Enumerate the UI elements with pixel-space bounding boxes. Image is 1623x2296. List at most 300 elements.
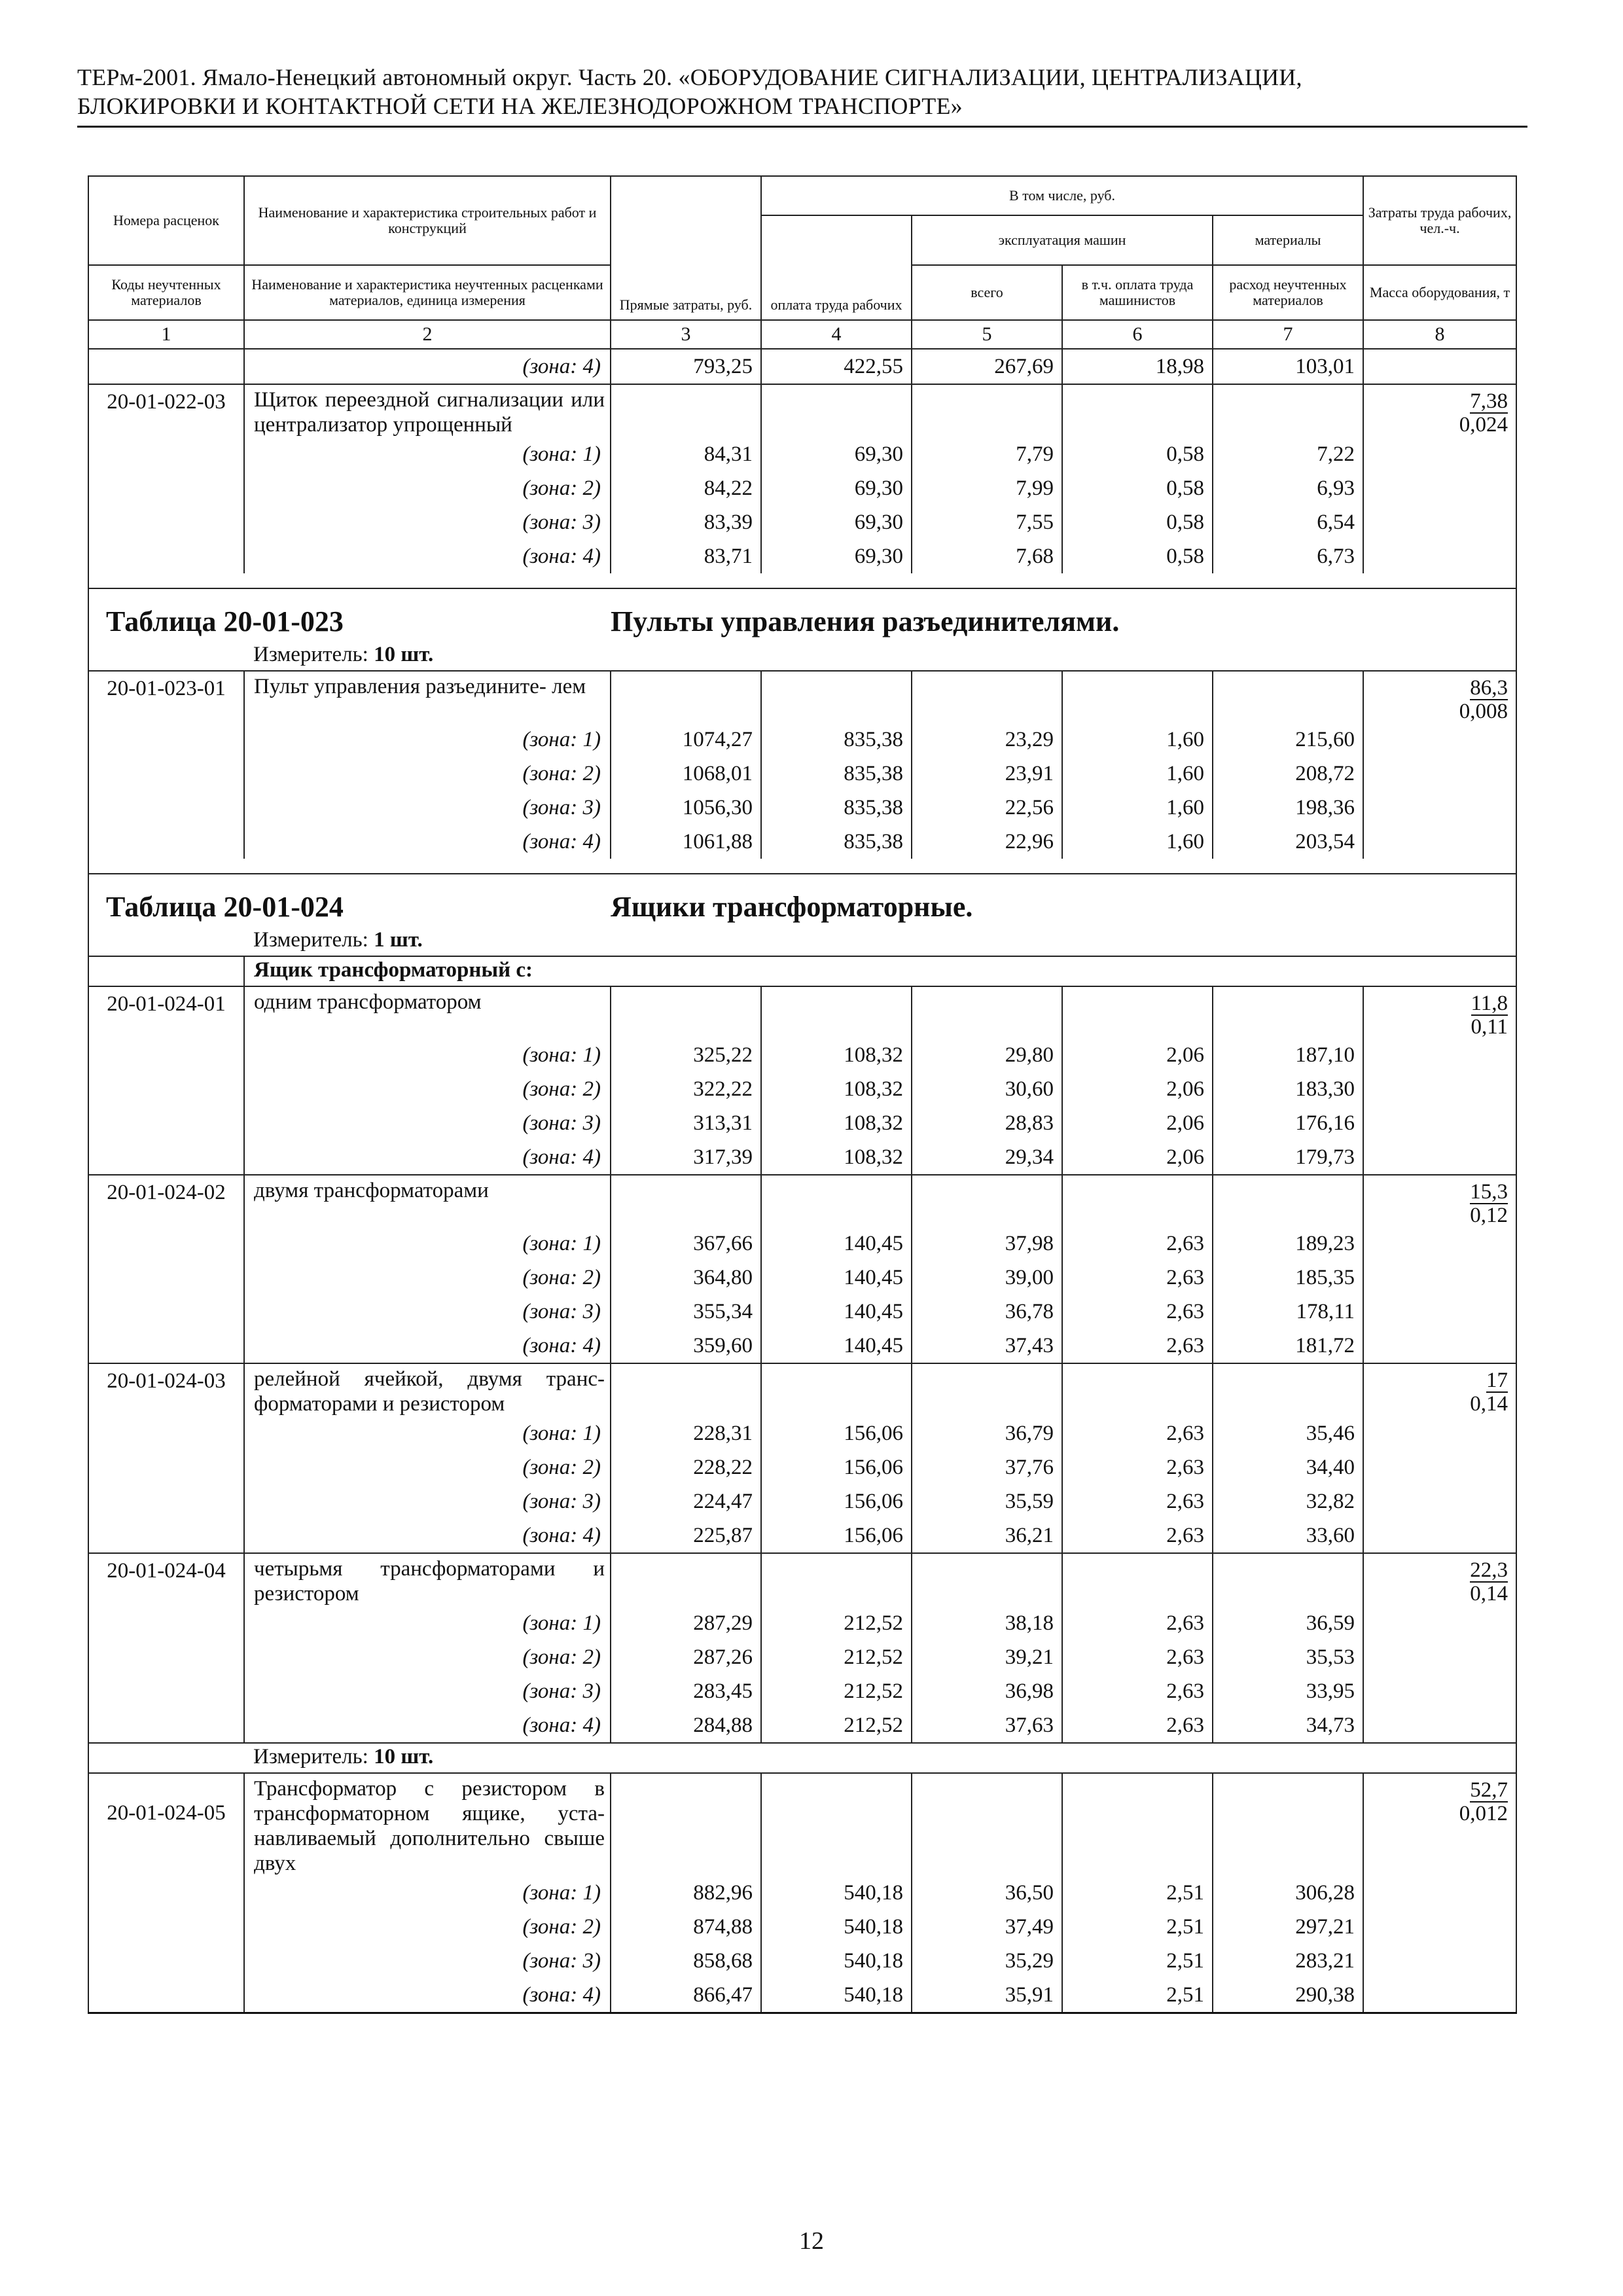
materials-value: 34,73 (1213, 1708, 1363, 1743)
operator-pay-value: 18,98 (1062, 349, 1213, 384)
column-number: 3 (611, 320, 761, 349)
entry-row (88, 1363, 1516, 1416)
direct-costs-value: 287,29 (611, 1606, 761, 1640)
rate-code-empty (88, 505, 244, 539)
worker-pay-value: 156,06 (761, 1518, 912, 1553)
zone-row (88, 1450, 1516, 1484)
labor-mass (1363, 986, 1516, 1038)
empty-cell (761, 671, 912, 723)
operator-pay-value: 2,51 (1062, 1944, 1213, 1978)
empty-cell (88, 927, 244, 956)
empty-cell (912, 1773, 1062, 1876)
direct-costs-value: 367,66 (611, 1227, 761, 1261)
operator-pay-value: 2,06 (1062, 1140, 1213, 1175)
zone-label: (зона: 1) (244, 1038, 611, 1072)
empty-cell (761, 1773, 912, 1876)
labor-empty (1363, 791, 1516, 825)
direct-costs-value: 84,22 (611, 471, 761, 505)
zone-row (88, 1106, 1516, 1140)
machine-total-value: 37,98 (912, 1227, 1062, 1261)
labor-empty (1363, 723, 1516, 757)
zone-row (88, 539, 1516, 573)
labor-value: 15,3 (1470, 1180, 1508, 1204)
zone-label: (зона: 1) (244, 1606, 611, 1640)
zone-label: (зона: 4) (244, 1978, 611, 2013)
labor-empty (1363, 1329, 1516, 1363)
column-number: 6 (1062, 320, 1213, 349)
materials-value: 283,21 (1213, 1944, 1363, 1978)
zone-label: (зона: 4) (244, 1708, 611, 1743)
operator-pay-value: 2,63 (1062, 1674, 1213, 1708)
zone-row (88, 1227, 1516, 1261)
header-line-1: ТЕРм-2001. Ямало-Ненецкий автономный округ. Часть 20. «ОБОРУДОВАНИЕ СИГНАЛИЗАЦИИ, ЦЕНТРАЛИЗАЦИИ, (77, 64, 1302, 90)
empty-cell (912, 384, 1062, 437)
mass-value: 0,012 (1459, 1802, 1508, 1825)
zone-label: (зона: 1) (244, 1227, 611, 1261)
zone-row (88, 1295, 1516, 1329)
spacer (88, 859, 1516, 874)
direct-costs-value: 364,80 (611, 1261, 761, 1295)
col-header-worker-pay: оплата труда рабочих (761, 215, 912, 320)
empty-cell (1213, 986, 1363, 1038)
operator-pay-value: 1,60 (1062, 825, 1213, 859)
machine-total-value: 7,99 (912, 471, 1062, 505)
empty-cell (912, 671, 1062, 723)
zone-label: (зона: 1) (244, 723, 611, 757)
labor-mass (1363, 1553, 1516, 1606)
worker-pay-value: 156,06 (761, 1416, 912, 1450)
zone-label: (зона: 3) (244, 1106, 611, 1140)
direct-costs-value: 882,96 (611, 1876, 761, 1910)
labor-empty (1363, 437, 1516, 471)
column-number: 8 (1363, 320, 1516, 349)
col-header-equipment-mass: Масса оборудования, т (1363, 265, 1516, 320)
entry-row (88, 671, 1516, 723)
col-header-work-name: Наименование и характеристика строительных работ и конструкций (244, 176, 611, 265)
measurer-label: Измеритель: (253, 928, 368, 952)
empty-cell (761, 1363, 912, 1416)
column-number-row (88, 320, 1516, 349)
rate-code-empty (88, 539, 244, 573)
materials-value: 187,10 (1213, 1038, 1363, 1072)
materials-value: 203,54 (1213, 825, 1363, 859)
rate-code-empty (88, 1606, 244, 1640)
worker-pay-value: 835,38 (761, 791, 912, 825)
rate-code-empty (88, 791, 244, 825)
zone-label: (зона: 3) (244, 791, 611, 825)
column-number: 4 (761, 320, 912, 349)
zone-row (88, 1674, 1516, 1708)
labor-empty (1363, 1606, 1516, 1640)
labor-empty (1363, 1227, 1516, 1261)
mass-value: 0,024 (1459, 413, 1508, 437)
empty-cell (611, 1175, 761, 1227)
empty-cell (88, 956, 244, 986)
operator-pay-value: 0,58 (1062, 437, 1213, 471)
zone-label: (зона: 2) (244, 1640, 611, 1674)
labor-empty (1363, 471, 1516, 505)
rate-name: Щиток переездной сигнализации или централизатор упрощенный (244, 384, 611, 437)
empty-cell (1213, 671, 1363, 723)
entry-row (88, 1175, 1516, 1227)
rate-code-empty (88, 1106, 244, 1140)
mass-value: 0,14 (1470, 1582, 1508, 1605)
empty-cell (1213, 1553, 1363, 1606)
machine-total-value: 36,21 (912, 1518, 1062, 1553)
empty-cell (912, 1363, 1062, 1416)
column-number: 1 (88, 320, 244, 349)
zone-row (88, 1978, 1516, 2013)
labor-empty (1363, 1038, 1516, 1072)
machine-total-value: 7,55 (912, 505, 1062, 539)
worker-pay-value: 69,30 (761, 539, 912, 573)
measurer (244, 1743, 1516, 1773)
rate-code-empty (88, 1227, 244, 1261)
zone-label: (зона: 3) (244, 505, 611, 539)
zone-label: (зона: 1) (244, 1416, 611, 1450)
direct-costs-value: 228,22 (611, 1450, 761, 1484)
materials-value: 103,01 (1213, 349, 1363, 384)
labor-mass (1363, 1175, 1516, 1227)
operator-pay-value: 0,58 (1062, 471, 1213, 505)
labor-value: 17 (1486, 1369, 1508, 1392)
materials-value: 185,35 (1213, 1261, 1363, 1295)
rate-code-empty (88, 349, 244, 384)
zone-row (88, 723, 1516, 757)
table-name: Пульты управления разъединителями. (611, 588, 1516, 641)
zone-row (88, 757, 1516, 791)
operator-pay-value: 2,51 (1062, 1876, 1213, 1910)
zone-row (88, 791, 1516, 825)
rate-code: 20-01-024-02 (88, 1175, 244, 1227)
measurer-value: 10 шт. (374, 643, 434, 666)
operator-pay-value: 1,60 (1062, 723, 1213, 757)
materials-value: 306,28 (1213, 1876, 1363, 1910)
mass-value: 0,008 (1459, 700, 1508, 723)
rate-code-empty (88, 757, 244, 791)
empty-cell (611, 986, 761, 1038)
rate-code-empty (88, 1261, 244, 1295)
materials-value: 181,72 (1213, 1329, 1363, 1363)
operator-pay-value: 1,60 (1062, 791, 1213, 825)
zone-label: (зона: 2) (244, 471, 611, 505)
col-header-labor: Затраты труда рабочих, чел.-ч. (1363, 176, 1516, 265)
rate-code: 20-01-024-01 (88, 986, 244, 1038)
worker-pay-value: 540,18 (761, 1978, 912, 2013)
operator-pay-value: 0,58 (1062, 505, 1213, 539)
labor-empty (1363, 1910, 1516, 1944)
zone-label: (зона: 4) (244, 1329, 611, 1363)
labor-empty (1363, 1978, 1516, 2013)
machine-total-value: 29,80 (912, 1038, 1062, 1072)
zone-row (88, 1261, 1516, 1295)
direct-costs-value: 1056,30 (611, 791, 761, 825)
operator-pay-value: 2,63 (1062, 1450, 1213, 1484)
operator-pay-value: 2,63 (1062, 1606, 1213, 1640)
col-header-rate-numbers: Номера расценок (88, 176, 244, 265)
empty-cell (761, 986, 912, 1038)
rate-name: одним трансформатором (244, 986, 611, 1038)
labor-empty (1363, 1416, 1516, 1450)
rate-code-empty (88, 1674, 244, 1708)
labor-empty (1363, 349, 1516, 384)
machine-total-value: 23,29 (912, 723, 1062, 757)
zone-row (88, 1606, 1516, 1640)
machine-total-value: 37,49 (912, 1910, 1062, 1944)
rate-code-empty (88, 1484, 244, 1518)
operator-pay-value: 2,63 (1062, 1227, 1213, 1261)
materials-value: 6,54 (1213, 505, 1363, 539)
group-name: Ящик трансформаторный с: (244, 956, 1516, 986)
zone-label: (зона: 3) (244, 1484, 611, 1518)
rate-code-empty (88, 471, 244, 505)
rate-code-empty (88, 1329, 244, 1363)
worker-pay-value: 835,38 (761, 825, 912, 859)
direct-costs-value: 224,47 (611, 1484, 761, 1518)
direct-costs-value: 793,25 (611, 349, 761, 384)
empty-cell (1062, 1553, 1213, 1606)
zone-row (88, 1876, 1516, 1910)
empty-cell (1062, 1175, 1213, 1227)
direct-costs-value: 83,71 (611, 539, 761, 573)
empty-cell (1062, 1773, 1213, 1876)
zone-label: (зона: 4) (244, 825, 611, 859)
machine-total-value: 7,68 (912, 539, 1062, 573)
zone-row (88, 505, 1516, 539)
zone-row (88, 1640, 1516, 1674)
group-row (88, 956, 1516, 986)
measurer-value: 1 шт. (374, 928, 423, 952)
rate-code-empty (88, 437, 244, 471)
operator-pay-value: 2,51 (1062, 1910, 1213, 1944)
rates-table-body (88, 176, 1516, 2013)
materials-value: 176,16 (1213, 1106, 1363, 1140)
labor-empty (1363, 1261, 1516, 1295)
labor-empty (1363, 1140, 1516, 1175)
labor-mass (1363, 384, 1516, 437)
zone-row (88, 825, 1516, 859)
labor-empty (1363, 825, 1516, 859)
rate-code: 20-01-024-05 (88, 1773, 244, 1876)
machine-total-value: 7,79 (912, 437, 1062, 471)
rate-code-empty (88, 1072, 244, 1106)
materials-value: 179,73 (1213, 1140, 1363, 1175)
zone-row (88, 1140, 1516, 1175)
measurer-value: 10 шт. (374, 1745, 434, 1768)
direct-costs-value: 874,88 (611, 1910, 761, 1944)
zone-row (88, 437, 1516, 471)
operator-pay-value: 2,63 (1062, 1261, 1213, 1295)
spacer (88, 573, 1516, 588)
empty-cell (1062, 671, 1213, 723)
rate-code-empty (88, 1450, 244, 1484)
zone-label: (зона: 3) (244, 1944, 611, 1978)
operator-pay-value: 2,51 (1062, 1978, 1213, 2013)
col-header-including: В том числе, руб. (761, 176, 1363, 215)
direct-costs-value: 317,39 (611, 1140, 761, 1175)
spacer-row (88, 573, 1516, 588)
rate-code-empty (88, 1416, 244, 1450)
table-title: Таблица 20-01-024 (88, 874, 611, 927)
empty-cell (1213, 1773, 1363, 1876)
materials-value: 34,40 (1213, 1450, 1363, 1484)
empty-cell (611, 1553, 761, 1606)
operator-pay-value: 2,63 (1062, 1295, 1213, 1329)
worker-pay-value: 69,30 (761, 437, 912, 471)
direct-costs-value: 228,31 (611, 1416, 761, 1450)
col-header-materials: материалы (1213, 215, 1363, 265)
operator-pay-value: 0,58 (1062, 539, 1213, 573)
measurer-row (88, 1743, 1516, 1773)
labor-empty (1363, 1944, 1516, 1978)
zone-label: (зона: 3) (244, 1295, 611, 1329)
zone-row (88, 1708, 1516, 1743)
operator-pay-value: 2,06 (1062, 1106, 1213, 1140)
zone-label: (зона: 4) (244, 1140, 611, 1175)
labor-mass (1363, 1773, 1516, 1876)
rate-name: двумя трансформаторами (244, 1175, 611, 1227)
col-header-direct-costs: Прямые затраты, руб. (611, 176, 761, 320)
zone-row (88, 1416, 1516, 1450)
empty-cell (912, 1175, 1062, 1227)
materials-value: 290,38 (1213, 1978, 1363, 2013)
rate-code-empty (88, 1978, 244, 2013)
zone-label: (зона: 3) (244, 1674, 611, 1708)
entry-row (88, 384, 1516, 437)
labor-value: 22,3 (1470, 1558, 1508, 1582)
worker-pay-value: 140,45 (761, 1261, 912, 1295)
labor-empty (1363, 1518, 1516, 1553)
entry-row (88, 986, 1516, 1038)
machine-total-value: 35,59 (912, 1484, 1062, 1518)
page-header (77, 63, 1530, 120)
machine-total-value: 22,96 (912, 825, 1062, 859)
zone-label: (зона: 2) (244, 1910, 611, 1944)
worker-pay-value: 69,30 (761, 471, 912, 505)
materials-value: 183,30 (1213, 1072, 1363, 1106)
materials-value: 36,59 (1213, 1606, 1363, 1640)
worker-pay-value: 540,18 (761, 1910, 912, 1944)
header-line-2: БЛОКИРОВКИ И КОНТАКТНОЙ СЕТИ НА ЖЕЛЕЗНОДОРОЖНОМ ТРАНСПОРТЕ» (77, 93, 963, 119)
col-header-material-codes: Коды неучтенных материалов (88, 265, 244, 320)
machine-total-value: 36,50 (912, 1876, 1062, 1910)
zone-label: (зона: 4) (244, 1518, 611, 1553)
header-rule (77, 126, 1527, 128)
materials-value: 32,82 (1213, 1484, 1363, 1518)
machine-total-value: 36,78 (912, 1295, 1062, 1329)
labor-empty (1363, 505, 1516, 539)
zone-row (88, 471, 1516, 505)
col-header-material-use: расход неучтенных материалов (1213, 265, 1363, 320)
empty-cell (88, 1743, 244, 1773)
labor-empty (1363, 1072, 1516, 1106)
labor-empty (1363, 1484, 1516, 1518)
machine-total-value: 37,43 (912, 1329, 1062, 1363)
labor-value: 52,7 (1470, 1778, 1508, 1802)
zone-label: (зона: 1) (244, 437, 611, 471)
empty-cell (88, 641, 244, 671)
machine-total-value: 22,56 (912, 791, 1062, 825)
operator-pay-value: 2,63 (1062, 1640, 1213, 1674)
labor-empty (1363, 757, 1516, 791)
materials-value: 33,60 (1213, 1518, 1363, 1553)
worker-pay-value: 108,32 (761, 1072, 912, 1106)
zone-label: (зона: 2) (244, 1072, 611, 1106)
zone-row (88, 1910, 1516, 1944)
empty-cell (761, 384, 912, 437)
direct-costs-value: 284,88 (611, 1708, 761, 1743)
materials-value: 297,21 (1213, 1910, 1363, 1944)
empty-cell (912, 1553, 1062, 1606)
rate-code-empty (88, 1708, 244, 1743)
worker-pay-value: 156,06 (761, 1484, 912, 1518)
labor-empty (1363, 1876, 1516, 1910)
measurer-row (88, 927, 1516, 956)
operator-pay-value: 2,63 (1062, 1329, 1213, 1363)
rate-name: четырьмя трансформаторами и резистором (244, 1553, 611, 1606)
direct-costs-value: 225,87 (611, 1518, 761, 1553)
machine-total-value: 36,79 (912, 1416, 1062, 1450)
page-number: 12 (799, 2227, 824, 2255)
rate-code-empty (88, 1944, 244, 1978)
rate-code-empty (88, 1518, 244, 1553)
direct-costs-value: 313,31 (611, 1106, 761, 1140)
empty-cell (1062, 986, 1213, 1038)
direct-costs-value: 283,45 (611, 1674, 761, 1708)
table-title: Таблица 20-01-023 (88, 588, 611, 641)
labor-value: 86,3 (1470, 676, 1508, 700)
rate-code: 20-01-023-01 (88, 671, 244, 723)
empty-cell (1213, 1175, 1363, 1227)
column-number: 7 (1213, 320, 1363, 349)
labor-empty (1363, 1295, 1516, 1329)
direct-costs-value: 287,26 (611, 1640, 761, 1674)
zone-label: (зона: 2) (244, 1261, 611, 1295)
machine-total-value: 35,91 (912, 1978, 1062, 2013)
measurer-label: Измеритель: (253, 643, 368, 666)
zone-row (88, 1518, 1516, 1553)
direct-costs-value: 1068,01 (611, 757, 761, 791)
zone-label: (зона: 2) (244, 1450, 611, 1484)
operator-pay-value: 2,63 (1062, 1708, 1213, 1743)
empty-cell (912, 986, 1062, 1038)
materials-value: 198,36 (1213, 791, 1363, 825)
direct-costs-value: 355,34 (611, 1295, 761, 1329)
rate-name: релейной ячейкой, двумя транс- форматорами и резистором (244, 1363, 611, 1416)
zone-row (88, 1038, 1516, 1072)
worker-pay-value: 212,52 (761, 1640, 912, 1674)
labor-value: 11,8 (1471, 992, 1508, 1015)
rate-code-empty (88, 1640, 244, 1674)
labor-mass (1363, 1363, 1516, 1416)
labor-empty (1363, 1708, 1516, 1743)
empty-cell (1213, 1363, 1363, 1416)
worker-pay-value: 140,45 (761, 1227, 912, 1261)
zone-label: (зона: 1) (244, 1876, 611, 1910)
labor-empty (1363, 1106, 1516, 1140)
mass-value: 0,14 (1470, 1392, 1508, 1416)
table-name: Ящики трансформаторные. (611, 874, 1516, 927)
empty-cell (761, 1553, 912, 1606)
materials-value: 215,60 (1213, 723, 1363, 757)
direct-costs-value: 866,47 (611, 1978, 761, 2013)
direct-costs-value: 83,39 (611, 505, 761, 539)
worker-pay-value: 212,52 (761, 1606, 912, 1640)
operator-pay-value: 2,63 (1062, 1416, 1213, 1450)
materials-value: 178,11 (1213, 1295, 1363, 1329)
column-number: 2 (244, 320, 611, 349)
worker-pay-value: 156,06 (761, 1450, 912, 1484)
